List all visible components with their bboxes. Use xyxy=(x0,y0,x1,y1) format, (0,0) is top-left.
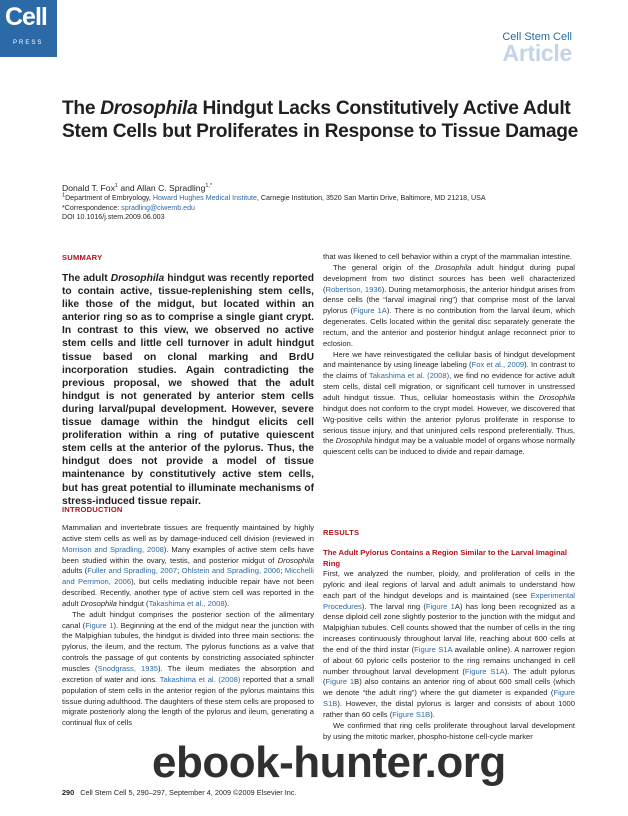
ref-link[interactable]: Fox et al., 2009 xyxy=(471,360,525,370)
right-p2-c: , we find no evidence for active adult stem cells, distal cell migration, or significant cell turnover in unstressed adult hindgut tissue. Thus, cellular homeostasis within the xyxy=(323,371,575,402)
ref-link[interactable]: Takashima et al. (2008) xyxy=(159,674,241,684)
right-paragraph-2 xyxy=(323,350,575,458)
affiliation-marker: 1 xyxy=(62,192,66,199)
intro-p1-c: adults ( xyxy=(62,566,88,576)
right-p1-b: adult hindgut during pupal development from two distinct sources has been well characterized ( xyxy=(323,262,575,294)
intro-p2-c: ). The ileum mediates the absorption and excretion of water and ions. xyxy=(62,663,314,684)
doi: DOI 10.1016/j.stem.2009.06.003 xyxy=(62,213,165,222)
page-footer xyxy=(62,788,297,797)
right-p1-c: ). During metamorphosis, the anterior hindgut arises from dense cells (the “larval imaginal ring”) that comprise most of the larval pylorus ( xyxy=(323,284,575,316)
author-2-sup: 1,* xyxy=(205,183,213,190)
figure-link[interactable]: Figure S1A xyxy=(414,644,453,654)
right-p3-a: First, we analyzed the number, ploidy, and proliferation of cells in the pyloric and ileal regions of larval and adult animals to understand how each part of the hindgut develops and is maintained (see xyxy=(323,569,575,600)
author-1-sup: 1 xyxy=(114,183,118,190)
watermark: ebook-hunter.org xyxy=(152,738,506,787)
intro-p2-d: reported that a small population of stem cells in the anterior region of the pylorus maintains this tissue during adulthood. The daughters of these stem cells are proposed to migrate posteriorly along the length of the pylorus and ileum, generating a continual flux of cells xyxy=(62,674,314,728)
right-p3-e: ). The adult pylorus ( xyxy=(323,666,575,687)
right-p1-d: ). There is no contribution from the larval ileum, which degenerates. Cells located within the genital disc separately generate the rectum, and the anterior and posterior hindgut anlage reconnect prior to eclosion. xyxy=(323,306,575,348)
logo-word: Cell xyxy=(5,3,47,31)
intro-p1-i2: Drosophila xyxy=(80,598,117,608)
page-number: 290 xyxy=(62,788,75,797)
email-link[interactable]: spradling@ciwemb.edu xyxy=(121,203,195,212)
figure-link[interactable]: Figure 1A xyxy=(353,306,387,316)
affiliation-block xyxy=(62,194,582,223)
summary-heading: SUMMARY xyxy=(62,253,103,262)
intro-p2-b: ). Beginning at the end of the midgut near the junction with the Malpighian tubules, the hindgut is divided into three main sections: the pylorus, the ileum, and the rectum. The pylorus functions as a valve that controls the passage of gut contents by constricting associated sphincter muscles ( xyxy=(62,620,314,673)
intro-paragraph-1 xyxy=(62,523,314,610)
right-paragraph-3 xyxy=(323,569,575,721)
ref-link[interactable]: Micchelli and Perrimon, 2006 xyxy=(62,566,314,587)
right-p3-g: ). However, the distal pylorus is larger and consists of about 1000 rather than 60 cells ( xyxy=(323,699,575,719)
right-p2-e: hindgut may be a valuable model of organs whose normally quiescent cells can be induced to divide and repair damage. xyxy=(323,436,575,457)
right-paragraph-4: We confirmed that ring cells proliferate throughout larval development by using the mitotic marker, phospho-histone cell-cycle marker xyxy=(323,720,575,741)
right-p1-i: Drosophila xyxy=(435,262,472,272)
intro-p2-a: The adult hindgut comprises the posterior section of the alimentary canal ( xyxy=(62,609,314,630)
right-column-top xyxy=(323,252,575,458)
ref-link[interactable]: Takashima et al. (2008) xyxy=(368,371,450,381)
intro-p1-a: Mammalian and invertebrate tissues are frequently maintained by highly active stem cells as well as by damage-induced cell division (reviewed in xyxy=(62,523,314,543)
ref-link[interactable]: Morrison and Spradling, 2008 xyxy=(62,544,164,554)
summary-text xyxy=(62,272,314,508)
intro-p1-i1: Drosophila xyxy=(277,555,314,565)
right-column-bottom xyxy=(323,569,575,743)
summary-p1: The adult xyxy=(62,273,111,284)
right-p3-c: A) has long been recognized as a dense diploid cell zone slightly posterior to the junction with the midgut and Malpighian tubules. Cell counts showed that the number of cells in the ring increases continuously throughout larval life, reaching about 600 cells at the end of the third instar ( xyxy=(323,601,576,654)
right-p3-h: ). xyxy=(430,709,435,719)
right-p1-a: The general origin of the xyxy=(333,262,436,272)
right-p2-d: hindgut does not conform to the crypt model. However, we discovered that Wg-positive cells within the anterior pylorus proliferate in response to serious tissue injury, and that uninjured cells respond preferentially. Thus, the xyxy=(323,403,575,446)
right-p3-f: B) also contains an anterior ring of about 600 small cells (which we denote “the adult ring”) where the gut diameter is expanded ( xyxy=(323,677,576,698)
intro-text xyxy=(62,523,314,729)
authors xyxy=(62,183,212,193)
affiliation-post: , Carnegie Institution, 3520 San Martin Drive, Baltimore, MD 21218, USA xyxy=(256,194,486,202)
article-title xyxy=(62,98,582,143)
right-p3-b: ). The larval ring ( xyxy=(361,601,426,611)
hhmi-link[interactable]: Howard Hughes Medical Institute xyxy=(152,194,257,202)
journal-name: Cell Stem Cell xyxy=(502,31,572,43)
figure-link[interactable]: Figure S1B xyxy=(323,688,575,709)
title-italic: Drosophila xyxy=(100,98,198,119)
figure-link[interactable]: Figure 1 xyxy=(85,620,114,630)
correspondence-label: *Correspondence: xyxy=(62,203,122,212)
figure-link[interactable]: Figure S1B xyxy=(392,709,431,719)
ref-link[interactable]: Ohlstein and Spradling, 2006 xyxy=(181,566,281,576)
right-paragraph-1 xyxy=(323,263,575,350)
correspondence xyxy=(62,204,582,214)
logo-press: PRESS xyxy=(13,40,44,46)
summary-i1: Drosophila xyxy=(110,273,165,284)
summary-p2: hindgut was recently reported to contain active, tissue-replenishing stem cells, like those of the midgut, but located within an anterior ring so as to comprise a single giant crypt. In contrast to this view, we observed no active stem cells and little cell turnover in adult hindgut tissue based on clonal marking and BrdU incorporation studies. Again contradicting the previous proposal, we showed that the adult hindgut is not generated by anterior stem cells during larval/pupal development. However, severe tissue damage within the hindgut elicits cell proliferation within a ring of putative quiescent stem cells at the anterior of the pylorus. Thus, the hindgut does not provide a model of tissue maintenance by constitutively active stem cells, but has great potential to illuminate mechanisms of stress-induced tissue repair. xyxy=(62,273,314,507)
intro-p1-h: ). xyxy=(224,598,230,608)
methods-link[interactable]: Experimental Procedures xyxy=(323,590,575,611)
figure-link[interactable]: Figure 1 xyxy=(325,677,355,687)
footer-citation: Cell Stem Cell 5, 290–297, September 4, 2009 ©2009 Elsevier Inc. xyxy=(80,788,297,797)
right-p2-i: Drosophila xyxy=(538,392,575,402)
affiliation xyxy=(62,194,582,204)
figure-link[interactable]: Figure 1 xyxy=(425,601,455,611)
ref-link[interactable]: Takashima et al., 2008 xyxy=(148,598,225,608)
intro-p1-e: ; xyxy=(280,566,285,576)
ref-link[interactable]: Fuller and Spradling, 2007 xyxy=(87,566,178,576)
ref-link[interactable]: Robertson, 1936 xyxy=(325,284,382,294)
intro-p1-d: ; xyxy=(177,566,182,576)
intro-p1-g: hindgut ( xyxy=(116,598,149,608)
right-p3-d: available online). A narrower region of about 60 pyloric cells posterior to the ring remains unchanged in cell number throughout larval development ( xyxy=(323,644,575,676)
right-p2-a: Here we have reinvestigated the cellular basis of hindgut development and maintenance by using lineage labeling ( xyxy=(323,349,575,370)
author-1: Donald T. Fox xyxy=(62,183,115,193)
right-p2-b: ). In contrast to the claims of xyxy=(323,360,575,381)
affiliation-pre: Department of Embryology, xyxy=(65,194,153,202)
title-post: Hindgut Lacks Constitutively Active Adult Stem Cells but Proliferates in Response to Tissue Damage xyxy=(62,98,578,142)
results-heading: RESULTS xyxy=(323,528,360,537)
author-2: Allan C. Spradling xyxy=(136,183,206,193)
authors-and: and xyxy=(117,183,137,193)
figure-link[interactable]: Figure S1A xyxy=(464,666,505,676)
cell-press-logo xyxy=(0,0,57,57)
title-pre: The xyxy=(62,98,101,119)
results-subheading: The Adult Pylorus Contains a Region Similar to the Larval Imaginal Ring xyxy=(323,548,568,568)
introduction-heading: INTRODUCTION xyxy=(62,505,123,514)
intro-p1-f: ), but cells mediating inducible repair have not been described. Recently, another type of active stem cell was reported in the adult xyxy=(62,577,314,608)
right-p2-i2: Drosophila xyxy=(335,436,373,446)
ref-link[interactable]: Snodgrass, 1935 xyxy=(97,663,158,673)
intro-paragraph-2 xyxy=(62,610,314,729)
intro-p1-b: ). Many examples of active stem cells have been studied within the ovary, testis, and posterior midgut of xyxy=(62,544,314,565)
article-type: Article xyxy=(502,40,572,66)
right-paragraph-0: that was likened to cell behavior within a crypt of the mammalian intestine. xyxy=(323,252,573,261)
